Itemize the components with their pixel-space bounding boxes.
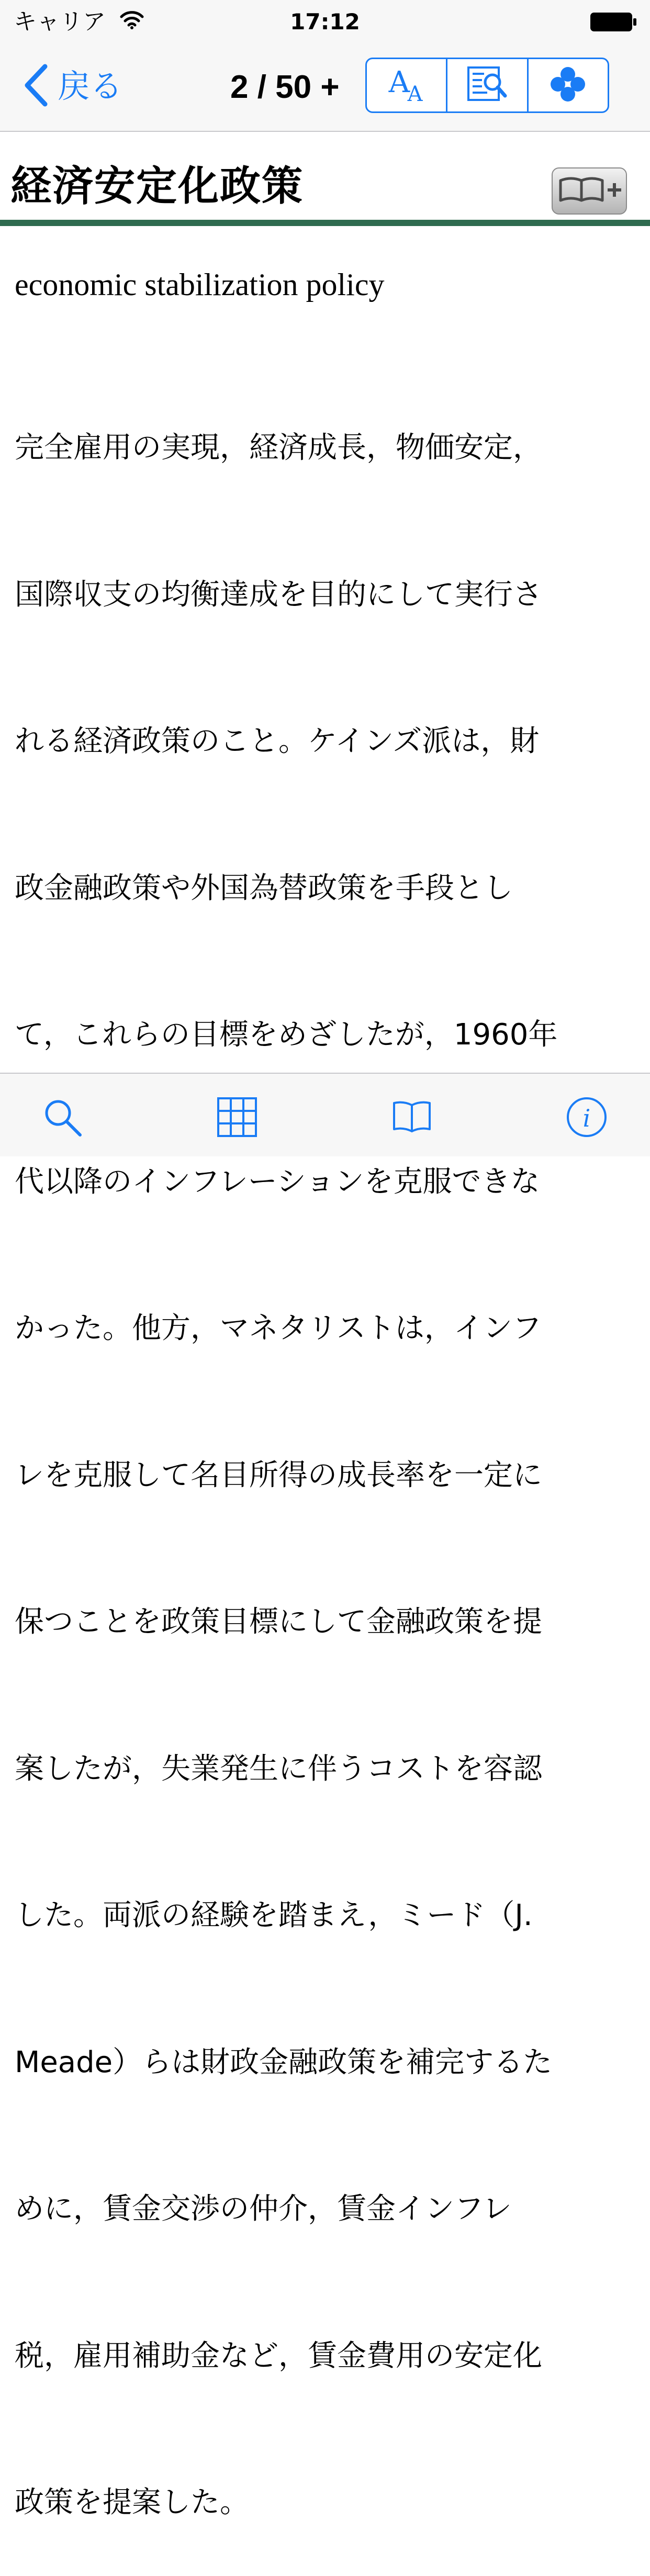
tab-search[interactable] — [39, 1095, 86, 1142]
definition-line: 税，雇用補助金など，賃金費用の安定化 — [15, 2338, 542, 2373]
text-search-button[interactable] — [446, 59, 526, 111]
tab-info[interactable] — [563, 1095, 610, 1142]
carrier-label: キャリア — [14, 8, 106, 35]
definition-line: かった。他方，マネタリストは，インフ — [15, 1311, 542, 1345]
nav-bar — [0, 44, 650, 132]
status-time: 17:12 — [290, 9, 360, 35]
definition-line: て，これらの目標をめざしたが，1960年 — [15, 1018, 558, 1052]
book-icon — [391, 1099, 433, 1138]
definition-line: 保つことを政策目標にして金融政策を提 — [15, 1605, 542, 1639]
definition-line: 案したが，失業発生に伴うコストを容認 — [15, 1751, 542, 1786]
tab-index[interactable] — [214, 1095, 261, 1142]
options-button[interactable] — [527, 59, 608, 111]
search-icon — [41, 1096, 83, 1140]
definition-line: 完全雇用の実現，経済成長，物価安定， — [15, 431, 542, 465]
battery-icon — [589, 12, 637, 35]
entry-title: 経済安定化政策 — [10, 163, 304, 210]
back-button-label: 戻る — [58, 67, 123, 105]
back-button[interactable] — [23, 63, 122, 110]
definition-line: 政金融政策や外国為替政策を手段とし — [15, 871, 513, 905]
english-term: economic stabilization policy — [15, 267, 385, 302]
title-divider — [0, 220, 650, 226]
add-bookmark-button[interactable] — [552, 167, 627, 215]
definition-line: 代以降のインフレーションを克服できな — [15, 1164, 540, 1199]
svg-text:i: i — [582, 1104, 591, 1132]
entry-header — [0, 132, 650, 221]
definition-line: れる経済政策のこと。ケインズ派は，財 — [15, 724, 540, 758]
font-size-icon: A A — [388, 65, 423, 106]
book-plus-icon — [555, 174, 623, 208]
toolbar-segmented-control — [365, 58, 609, 113]
definition-text — [15, 325, 637, 2576]
grid-icon — [216, 1096, 258, 1140]
definition-line: めに，賃金交渉の仲介，賃金インフレ — [15, 2192, 512, 2226]
clover-icon — [548, 64, 588, 106]
chevron-left-icon — [23, 64, 48, 108]
definition-line: レを克服して名目所得の成長率を一定に — [15, 1458, 542, 1492]
definition-line: 政策を提案した。 — [15, 2485, 249, 2519]
font-size-button[interactable] — [367, 59, 446, 111]
text-search-icon — [466, 65, 508, 105]
tab-bookmarks[interactable] — [388, 1095, 435, 1142]
status-bar — [0, 0, 650, 44]
definition-line: した。両派の経験を踏まえ，ミード（J. — [15, 1898, 533, 1932]
page-counter[interactable]: 2 / 50 + — [230, 69, 340, 105]
definition-line: 国際収支の均衡達成を目的にして実行さ — [15, 577, 542, 612]
info-icon — [566, 1096, 608, 1140]
tab-bar — [0, 1073, 650, 1156]
definition-line: Meade）らは財政金融政策を補完するた — [15, 2045, 553, 2079]
